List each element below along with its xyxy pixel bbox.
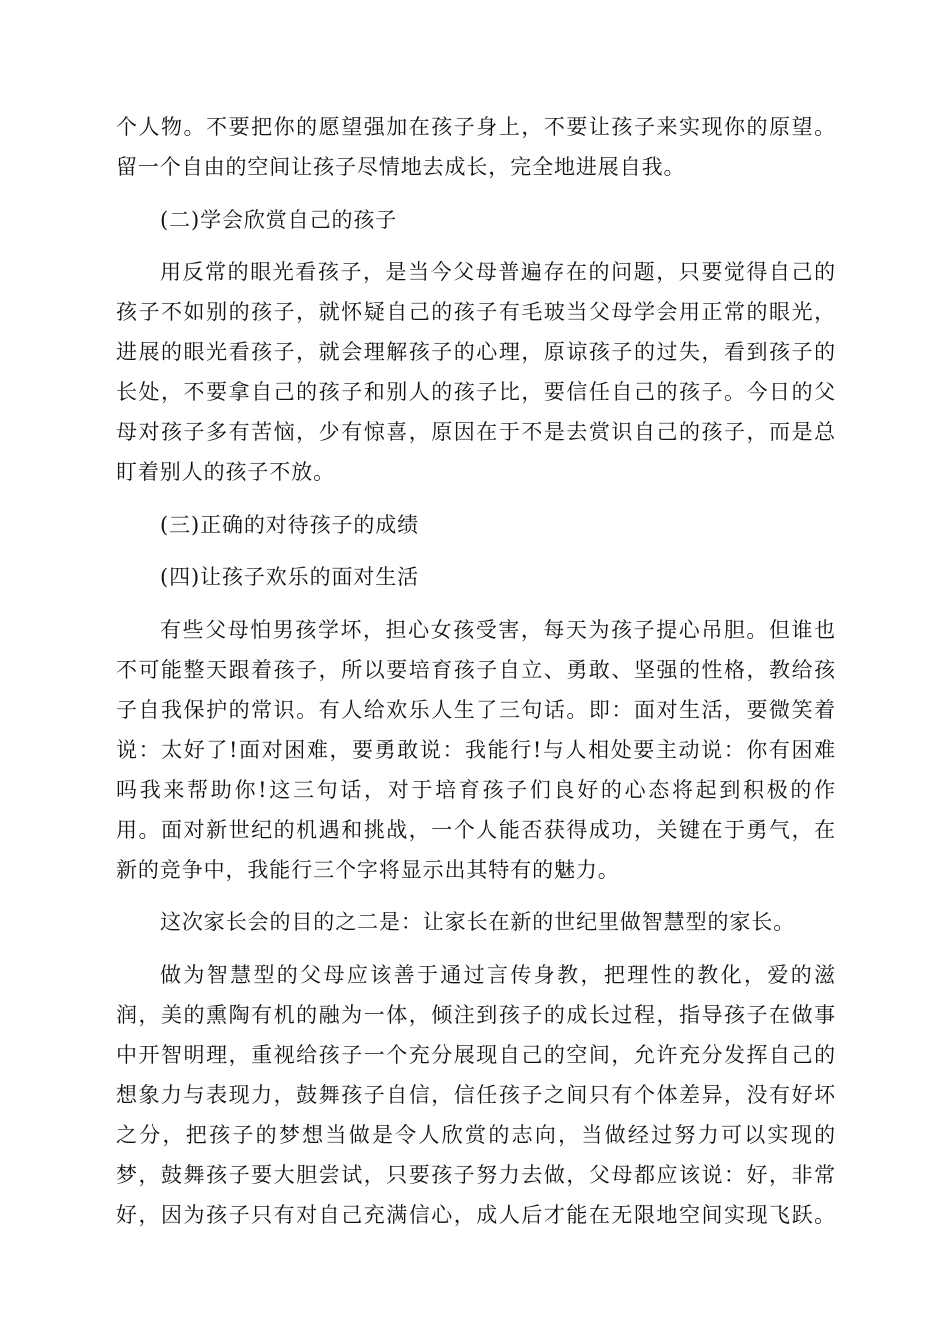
text-line: 有些父母怕男孩学坏，担心女孩受害，每天为孩子提心吊胆。但谁也 bbox=[160, 618, 836, 642]
text-line: 做为智慧型的父母应该善于通过言传身教，把理性的教化，爱的滋 bbox=[160, 963, 836, 987]
text-line: 好，因为孩子只有对自己充满信心，成人后才能在无限地空间实现飞跃。 bbox=[116, 1203, 836, 1227]
text-line: 说：太好了!面对困难，要勇敢说：我能行!与人相处要主动说：你有困难 bbox=[116, 738, 836, 762]
text-line: 梦，鼓舞孩子要大胆尝试，只要孩子努力去做，父母都应该说：好，非常 bbox=[116, 1163, 836, 1187]
text-line: 润，美的熏陶有机的融为一体，倾注到孩子的成长过程，指导孩子在做事 bbox=[116, 1003, 836, 1027]
section-heading: (三)正确的对待孩子的成绩 bbox=[160, 513, 420, 537]
text-line: 进展的眼光看孩子，就会理解孩子的心理，原谅孩子的过失，看到孩子的 bbox=[116, 340, 836, 364]
text-line: 想象力与表现力，鼓舞孩子自信，信任孩子之间只有个体差异，没有好坏 bbox=[116, 1083, 836, 1107]
text-line: 这次家长会的目的之二是：让家长在新的世纪里做智慧型的家长。 bbox=[160, 910, 796, 934]
text-line: 不可能整天跟着孩子，所以要培育孩子自立、勇敢、坚强的性格，教给孩 bbox=[116, 658, 836, 682]
text-line: 之分，把孩子的梦想当做是令人欣赏的志向，当做经过努力可以实现的 bbox=[116, 1123, 836, 1147]
text-line: 个人物。不要把你的愿望强加在孩子身上，不要让孩子来实现你的原望。 bbox=[116, 115, 836, 139]
section-heading: (二)学会欣赏自己的孩子 bbox=[160, 208, 398, 232]
text-line: 子自我保护的常识。有人给欢乐人生了三句话。即：面对生活，要微笑着 bbox=[116, 698, 836, 722]
text-line: 中开智明理，重视给孩子一个充分展现自己的空间，允许充分发挥自己的 bbox=[116, 1043, 836, 1067]
text-line: 用。面对新世纪的机遇和挑战，一个人能否获得成功，关键在于勇气，在 bbox=[116, 818, 836, 842]
text-line: 用反常的眼光看孩子，是当今父母普遍存在的问题，只要觉得自己的 bbox=[160, 260, 836, 284]
text-line: 吗我来帮助你!这三句话，对于培育孩子们良好的心态将起到积极的作 bbox=[116, 778, 836, 802]
text-line: 盯着别人的孩子不放。 bbox=[116, 460, 335, 484]
section-heading: (四)让孩子欢乐的面对生活 bbox=[160, 565, 420, 589]
text-line: 留一个自由的空间让孩子尽情地去成长，完全地进展自我。 bbox=[116, 155, 686, 179]
text-line: 孩子不如别的孩子，就怀疑自己的孩子有毛玻当父母学会用正常的眼光， bbox=[116, 300, 836, 324]
text-line: 新的竞争中，我能行三个字将显示出其特有的魅力。 bbox=[116, 858, 620, 882]
text-line: 长处，不要拿自己的孩子和别人的孩子比，要信任自己的孩子。今日的父 bbox=[116, 380, 836, 404]
text-line: 母对孩子多有苦恼，少有惊喜，原因在于不是去赏识自己的孩子，而是总 bbox=[116, 420, 836, 444]
